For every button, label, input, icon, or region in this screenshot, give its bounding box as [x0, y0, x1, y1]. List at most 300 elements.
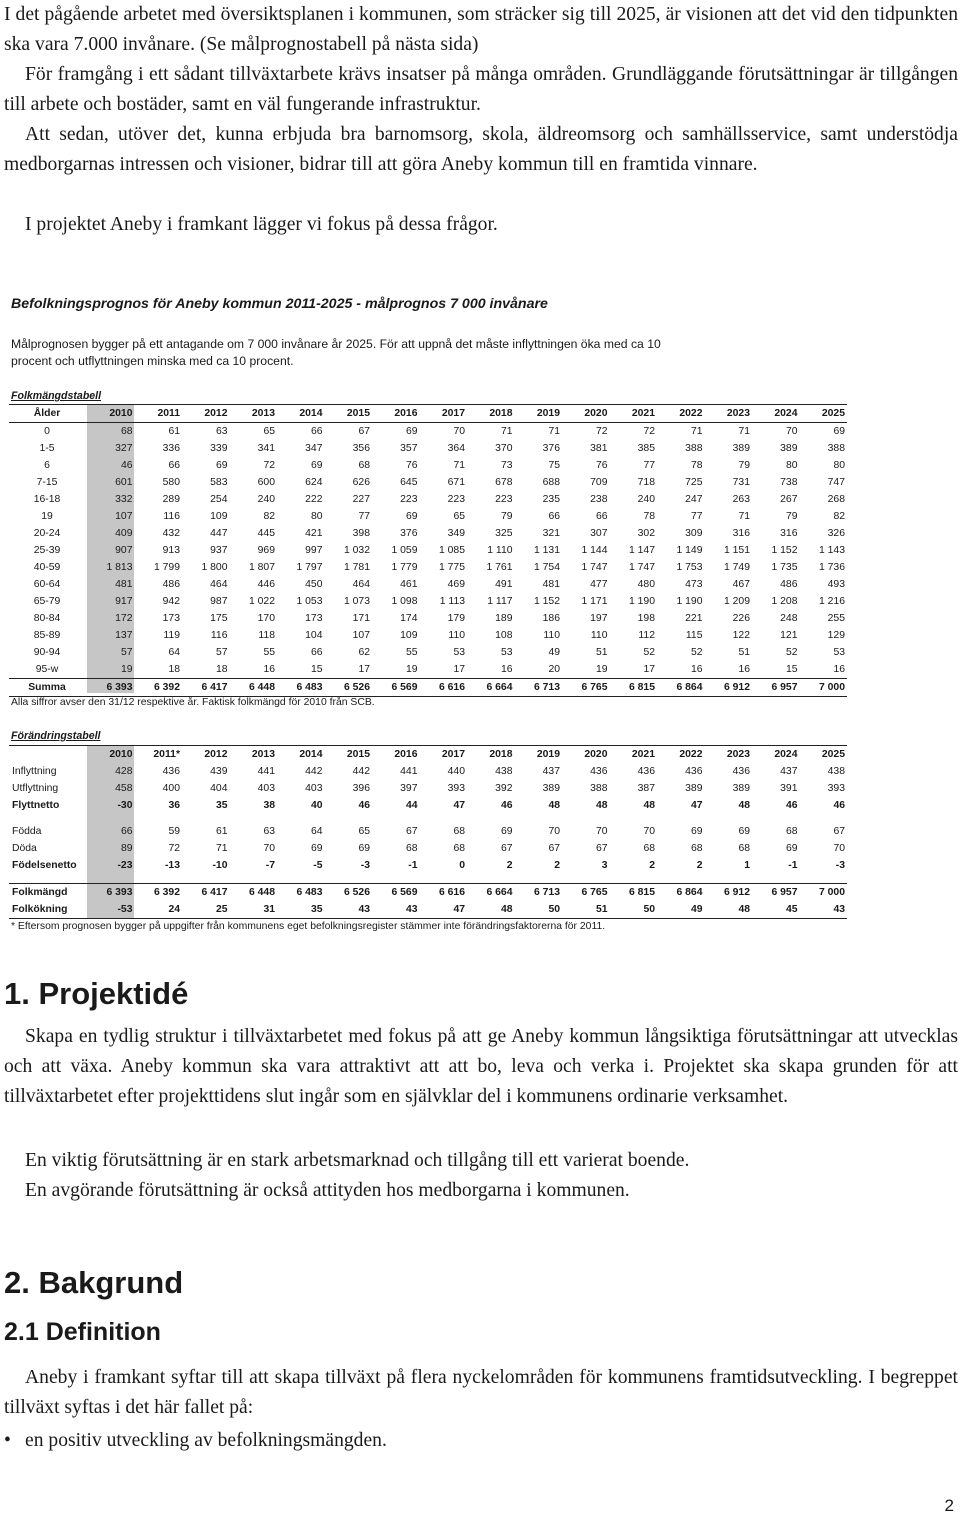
table-cell: 71 — [738, 511, 750, 522]
table-cell: 16 — [263, 664, 275, 675]
table-cell: 437 — [542, 766, 560, 777]
table-cell: 385 — [637, 443, 655, 454]
table-cell: -1 — [788, 860, 798, 871]
table-cell: 6 957 — [752, 884, 800, 902]
table-cell: 121 — [780, 630, 798, 641]
table-cell: 1 761 — [486, 562, 513, 573]
table-cell: 15 — [310, 664, 323, 675]
table-cell: 316 — [780, 528, 798, 539]
table-cell: 477 — [590, 579, 608, 590]
table-cell: 442 — [305, 766, 323, 777]
table-cell: 71 — [500, 426, 513, 437]
table-cell: 2023 — [705, 405, 753, 423]
table-cell: 307 — [590, 528, 608, 539]
table-cell: 6 393 — [87, 679, 135, 697]
row-label: 19 — [41, 511, 53, 522]
table-row — [9, 823, 847, 840]
row-label: Inflyttning — [12, 766, 57, 777]
table-cell: 1 152 — [771, 545, 798, 556]
table-cell: 678 — [495, 477, 513, 488]
table-cell: 1 754 — [533, 562, 560, 573]
table-cell: 913 — [162, 545, 180, 556]
table-cell: 57 — [215, 647, 228, 658]
table-cell: 68 — [738, 843, 750, 854]
table-cell: 404 — [210, 783, 228, 794]
table-cell: 6 392 — [135, 679, 183, 697]
table-cell: 481 — [115, 579, 133, 590]
row-label: 40-59 — [33, 562, 61, 573]
table-cell: 69 — [833, 426, 845, 437]
table-cell: 55 — [263, 647, 275, 658]
table-cell: 1 098 — [391, 596, 418, 607]
table-cell: 937 — [210, 545, 228, 556]
table-cell: 47 — [420, 901, 468, 919]
table-cell: 987 — [210, 596, 228, 607]
table-cell: 389 — [732, 783, 750, 794]
table-cell: 66 — [595, 511, 608, 522]
table-cell: 969 — [257, 545, 275, 556]
table-cell: 486 — [780, 579, 798, 590]
table-cell: 469 — [447, 579, 465, 590]
table-cell: 645 — [400, 477, 418, 488]
table-cell: 69 — [785, 843, 798, 854]
forecast-title: Befolkningsprognos för Aneby kommun 2011-2025 - målprognos 7 000 invånare — [11, 296, 548, 312]
table-cell: 77 — [690, 511, 703, 522]
table-cell: 43 — [800, 901, 848, 919]
table-cell: 671 — [447, 477, 465, 488]
table-cell: 6 569 — [372, 884, 420, 902]
table-row — [9, 491, 847, 508]
table-cell: 67 — [405, 826, 418, 837]
table-cell: 302 — [637, 528, 655, 539]
table-cell: 50 — [515, 901, 563, 919]
intro-paragraph-1: I det pågående arbetet med översiktsplanen i kommunen, som sträcker sig till 2025, är visionen att det vid den tidpunkten ska vara 7.000 invånare. (Se målprognostabell på nästa sida) — [4, 4, 958, 55]
table-cell: 1 073 — [343, 596, 370, 607]
table-cell: 51 — [738, 647, 750, 658]
row-label: Utflyttning — [12, 783, 59, 794]
table-cell: 445 — [257, 528, 275, 539]
table-cell: 1 143 — [818, 545, 845, 556]
table-cell: 1 152 — [533, 596, 560, 607]
table-cell: 392 — [495, 783, 513, 794]
table-cell: 2016 — [372, 746, 420, 764]
table-cell: 738 — [780, 477, 798, 488]
table-cell: 80 — [310, 511, 323, 522]
table-cell: 75 — [548, 460, 560, 471]
table-cell: 391 — [780, 783, 798, 794]
table-cell: 1 190 — [628, 596, 655, 607]
table-row — [9, 457, 847, 474]
table-cell: 437 — [780, 766, 798, 777]
table-cell: 66 — [310, 426, 323, 437]
table-cell: 1 779 — [391, 562, 418, 573]
table-cell: 223 — [495, 494, 513, 505]
table-cell: 325 — [495, 528, 513, 539]
table-cell: 6 483 — [277, 679, 325, 697]
row-label: 20-24 — [33, 528, 61, 539]
table-cell: -5 — [313, 860, 323, 871]
table-cell: 45 — [752, 901, 800, 919]
table-cell: 2024 — [752, 405, 800, 423]
table-cell: 441 — [257, 766, 275, 777]
table-row — [9, 542, 847, 559]
table-cell: 6 616 — [420, 884, 468, 902]
table-cell: 70 — [548, 826, 560, 837]
table-cell: 48 — [548, 800, 560, 811]
table-cell: 731 — [732, 477, 750, 488]
population-table-title: Folkmängdstabell — [11, 390, 102, 402]
table-cell: 709 — [590, 477, 608, 488]
table-cell: 129 — [827, 630, 845, 641]
table-cell: 2018 — [467, 405, 515, 423]
table-cell: 1 144 — [581, 545, 608, 556]
row-label — [9, 746, 87, 764]
table-cell: 70 — [263, 843, 275, 854]
row-label: Flyttnetto — [12, 800, 60, 811]
page-number: 2 — [944, 1496, 954, 1515]
table-cell: 2013 — [230, 405, 278, 423]
table-cell: 2023 — [705, 746, 753, 764]
table-cell: 82 — [833, 511, 845, 522]
table-cell: 186 — [542, 613, 560, 624]
table-cell: 110 — [590, 630, 608, 641]
table-cell: 458 — [115, 783, 133, 794]
table-cell: 104 — [305, 630, 323, 641]
table-cell: 2013 — [230, 746, 278, 764]
table-cell: 2 — [696, 860, 703, 871]
row-label: Döda — [12, 843, 37, 854]
table-cell: 2 — [649, 860, 655, 871]
table-cell: 179 — [447, 613, 465, 624]
table-cell: 36 — [168, 800, 180, 811]
table-cell: 65 — [358, 826, 370, 837]
table-cell: 51 — [595, 647, 608, 658]
table-cell: 376 — [542, 443, 560, 454]
table-cell: 112 — [638, 630, 655, 641]
table-cell: 52 — [690, 647, 703, 658]
table-cell: 48 — [643, 800, 655, 811]
table-cell: 2025 — [800, 405, 848, 423]
table-cell: 747 — [827, 477, 845, 488]
table-cell: 6 526 — [325, 679, 373, 697]
table-cell: 248 — [780, 613, 798, 624]
table-cell: 57 — [120, 647, 133, 658]
row-label: 85-89 — [33, 630, 61, 641]
table-cell: 24 — [135, 901, 183, 919]
table-cell: 6 417 — [182, 884, 230, 902]
table-cell: 1 190 — [676, 596, 703, 607]
table-cell: 46 — [833, 800, 845, 811]
table-cell: 2019 — [515, 405, 563, 423]
table-cell: 441 — [400, 766, 418, 777]
table-cell: 175 — [210, 613, 228, 624]
table-cell: 917 — [115, 596, 133, 607]
table-cell: 491 — [495, 579, 513, 590]
row-label: 65-79 — [33, 596, 61, 607]
table-cell: 403 — [257, 783, 275, 794]
table-cell: 72 — [595, 426, 608, 437]
net-birth-row — [9, 857, 847, 874]
table-cell: 2012 — [182, 746, 230, 764]
table-cell: 68 — [120, 426, 133, 437]
table-cell: 172 — [115, 613, 133, 624]
table-cell: 17 — [358, 664, 370, 675]
table-cell: 116 — [163, 511, 180, 522]
section-1-paragraph-1: Skapa en tydlig struktur i tillväxtarbetet med fokus på att ge Aneby kommun långsiktiga förutsättningar att utvecklas och att växa. Aneby kommun ska vara attraktivt att att bo, leva och verka i. Projektet ska skapa grunden för att tillväxtarbetet efter projekttidens slut ingår som en självklar del i kommunens ordinarie verksamhet. — [4, 1026, 958, 1107]
table-cell: 467 — [732, 579, 750, 590]
table-cell: 170 — [257, 613, 275, 624]
row-label: 80-84 — [33, 613, 61, 624]
table-cell: 137 — [115, 630, 133, 641]
table-row — [9, 593, 847, 610]
table-cell: 2020 — [562, 405, 610, 423]
table-cell: 268 — [827, 494, 845, 505]
table-cell: 332 — [115, 494, 133, 505]
table-cell: 2016 — [372, 405, 420, 423]
table-cell: 2011 — [135, 405, 183, 423]
table-cell: 53 — [453, 647, 465, 658]
table-cell: 1 813 — [106, 562, 133, 573]
table-cell: 1 775 — [438, 562, 465, 573]
table-cell: 20 — [548, 664, 560, 675]
table-cell: 2022 — [657, 746, 705, 764]
table-cell: 997 — [305, 545, 323, 556]
table-cell: 428 — [115, 766, 133, 777]
table-cell: 1 171 — [581, 596, 608, 607]
bullet-text: en positiv utveckling av befolkningsmängden. — [25, 1430, 387, 1451]
table-cell: 173 — [162, 613, 180, 624]
row-label: Folkökning — [9, 901, 87, 919]
table-cell: 1 113 — [439, 596, 465, 607]
row-label: 0 — [44, 426, 50, 437]
table-cell: 69 — [500, 826, 513, 837]
row-label: 95-w — [35, 664, 59, 675]
table-cell: 1 032 — [343, 545, 370, 556]
table-cell: 223 — [447, 494, 465, 505]
table-cell: 67 — [548, 843, 560, 854]
table-cell: 2015 — [325, 405, 373, 423]
table-cell: 2024 — [752, 746, 800, 764]
table-cell: 69 — [358, 843, 370, 854]
population-table — [9, 404, 847, 697]
table-cell: 46 — [120, 460, 133, 471]
table-cell: 67 — [500, 843, 513, 854]
table-cell: 438 — [495, 766, 513, 777]
table-cell: 464 — [210, 579, 228, 590]
table-cell: 221 — [685, 613, 703, 624]
table-row — [9, 763, 847, 780]
row-label: 25-39 — [33, 545, 61, 556]
table-cell: 69 — [310, 843, 323, 854]
table-cell: 381 — [590, 443, 608, 454]
table-cell: 2021 — [610, 405, 658, 423]
table-cell: 68 — [405, 843, 418, 854]
table-cell: 2025 — [800, 746, 848, 764]
table-cell: 321 — [542, 528, 560, 539]
row-label: Födelsenetto — [12, 860, 77, 871]
table-cell: 907 — [115, 545, 133, 556]
table-cell: 174 — [400, 613, 418, 624]
row-label: 7-15 — [36, 477, 58, 488]
table-cell: 110 — [543, 630, 560, 641]
table-cell: 31 — [230, 901, 278, 919]
table-cell: 66 — [310, 647, 323, 658]
table-row — [9, 423, 847, 441]
table-cell: 7 000 — [800, 679, 848, 697]
table-cell: 122 — [732, 630, 750, 641]
table-cell: 1 059 — [391, 545, 418, 556]
table-cell: 71 — [738, 426, 750, 437]
change-table-footnote: * Eftersom prognosen bygger på uppgifter från kommunens eget befolkningsregister stämmer inte förändringsfaktorerna för 2011. — [11, 921, 606, 932]
table-row — [9, 840, 847, 857]
table-cell: 6 483 — [277, 884, 325, 902]
table-cell: 254 — [210, 494, 228, 505]
table-cell: 393 — [447, 783, 465, 794]
table-cell: 1 747 — [628, 562, 655, 573]
table-cell: 388 — [685, 443, 703, 454]
section-1-paragraph-2: En viktig förutsättning är en stark arbetsmarknad och tillgång till ett varierat boende. — [25, 1150, 690, 1171]
table-cell: 52 — [785, 647, 798, 658]
table-cell: 19 — [120, 664, 133, 675]
table-cell: 1 797 — [296, 562, 323, 573]
table-cell: 2022 — [657, 405, 705, 423]
table-cell: 6 815 — [610, 679, 658, 697]
table-cell: 47 — [453, 800, 465, 811]
table-cell: 107 — [352, 630, 370, 641]
table-cell: -3 — [835, 860, 845, 871]
table-cell: 118 — [258, 630, 275, 641]
table-cell: 6 616 — [420, 679, 468, 697]
table-cell: 89 — [120, 843, 133, 854]
table-cell: 6 912 — [705, 679, 753, 697]
table-cell: 1 753 — [676, 562, 703, 573]
table-cell: 6 448 — [230, 884, 278, 902]
table-cell: 110 — [448, 630, 465, 641]
table-cell: 171 — [352, 613, 370, 624]
table-cell: 6 864 — [657, 679, 705, 697]
table-cell: 1 110 — [487, 545, 513, 556]
table-cell: 47 — [690, 800, 703, 811]
table-cell: 70 — [595, 826, 608, 837]
table-cell: 1 800 — [201, 562, 228, 573]
table-cell: 356 — [352, 443, 370, 454]
table-cell: 389 — [542, 783, 560, 794]
table-cell: 53 — [500, 647, 513, 658]
table-cell: 0 — [459, 860, 465, 871]
table-cell: 43 — [372, 901, 420, 919]
table-cell: 6 713 — [515, 679, 563, 697]
table-cell: 2010 — [87, 405, 135, 423]
table-cell: 376 — [400, 528, 418, 539]
table-cell: 1 747 — [581, 562, 608, 573]
table-cell: 116 — [210, 630, 228, 641]
table-cell: 66 — [548, 511, 560, 522]
bullet-marker: • — [4, 1430, 11, 1451]
table-cell: 173 — [305, 613, 323, 624]
table-cell: 493 — [827, 579, 845, 590]
table-cell: 48 — [738, 800, 750, 811]
table-cell: 316 — [732, 528, 750, 539]
table-cell: 327 — [115, 443, 133, 454]
table-cell: 247 — [685, 494, 703, 505]
table-cell: 583 — [210, 477, 228, 488]
table-row — [9, 508, 847, 525]
table-cell: 364 — [447, 443, 465, 454]
table-cell: 107 — [115, 511, 133, 522]
table-cell: 70 — [785, 426, 798, 437]
table-cell: 6 765 — [562, 884, 610, 902]
table-cell: 119 — [163, 630, 180, 641]
table-cell: 76 — [595, 460, 608, 471]
table-cell: 44 — [405, 800, 418, 811]
table-cell: 2020 — [562, 746, 610, 764]
table-cell: 109 — [210, 511, 228, 522]
table-cell: 403 — [305, 783, 323, 794]
table-cell: 25 — [182, 901, 230, 919]
table-cell: 1 085 — [438, 545, 465, 556]
table-row — [9, 661, 847, 679]
table-cell: 76 — [405, 460, 418, 471]
table-cell: 115 — [685, 630, 703, 641]
table-cell: 49 — [548, 647, 560, 658]
section-2-1-heading: 2.1 Definition — [4, 1318, 161, 1346]
table-cell: 240 — [637, 494, 655, 505]
row-label: Ålder — [9, 405, 87, 423]
table-cell: 6 664 — [467, 884, 515, 902]
table-cell: 2 — [554, 860, 560, 871]
table-cell: 6 526 — [325, 884, 373, 902]
table-row — [9, 644, 847, 661]
table-cell: 61 — [215, 826, 228, 837]
table-cell: -30 — [117, 800, 133, 811]
table-cell: 6 417 — [182, 679, 230, 697]
table-cell: 580 — [162, 477, 180, 488]
table-cell: 238 — [590, 494, 608, 505]
header-row — [9, 405, 847, 423]
table-cell: 461 — [400, 579, 418, 590]
table-cell: 1 131 — [533, 545, 560, 556]
row-label: Folkmängd — [9, 884, 87, 902]
table-cell: 79 — [785, 511, 798, 522]
table-cell: 473 — [685, 579, 703, 590]
table-cell: 326 — [827, 528, 845, 539]
table-row — [9, 627, 847, 644]
table-cell: 69 — [310, 460, 323, 471]
table-cell: 65 — [263, 426, 275, 437]
table-cell: 189 — [495, 613, 513, 624]
table-cell: 109 — [400, 630, 418, 641]
table-cell: 59 — [168, 826, 180, 837]
table-cell: 69 — [405, 511, 418, 522]
table-cell: 48 — [467, 901, 515, 919]
table-cell: 436 — [732, 766, 750, 777]
table-cell: 432 — [162, 528, 180, 539]
table-cell: 70 — [643, 826, 655, 837]
table-cell: 2019 — [515, 746, 563, 764]
table-cell: 68 — [453, 843, 465, 854]
table-cell: 3 — [601, 860, 608, 871]
intro-paragraph-4: I projektet Aneby i framkant lägger vi fokus på dessa frågor. — [25, 214, 498, 235]
table-cell: 69 — [738, 826, 750, 837]
row-label: 90-94 — [33, 647, 61, 658]
table-cell: 1 022 — [248, 596, 275, 607]
table-cell: 339 — [210, 443, 228, 454]
forecast-subtitle: Målprognosen bygger på ett antagande om 7 000 invånare år 2025. För att uppnå det måste inflyttningen öka med ca 10 procent och utflyttningen minska med ca 10 procent. — [11, 337, 661, 368]
table-cell: 18 — [215, 664, 228, 675]
table-cell: 50 — [610, 901, 658, 919]
table-cell: 6 815 — [610, 884, 658, 902]
table-cell: 2 — [506, 860, 513, 871]
